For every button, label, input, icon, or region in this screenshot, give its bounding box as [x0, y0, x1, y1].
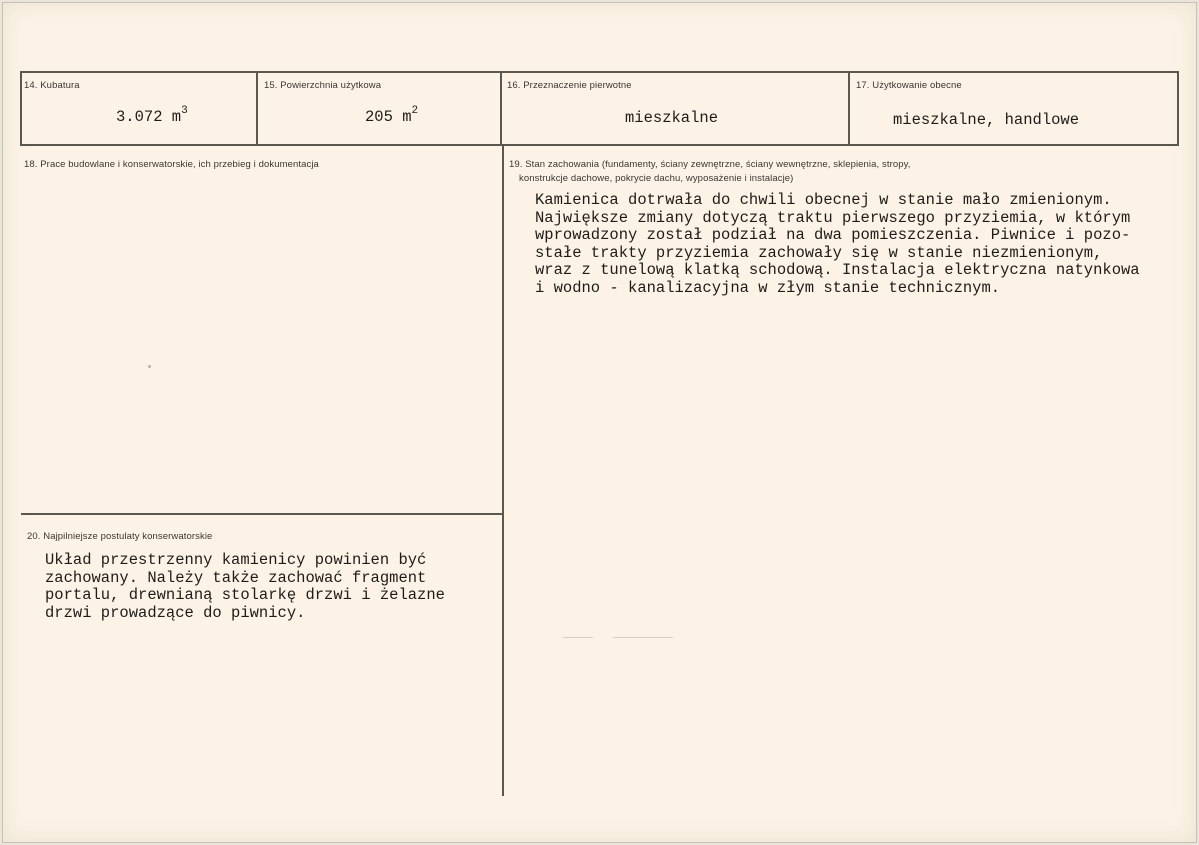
- left-border: [20, 71, 22, 146]
- text-line: i wodno - kanalizacyjna w złym stanie technicznym.: [535, 278, 1001, 297]
- field-18-label: 18. Prace budowlane i konserwatorskie, ich przebieg i dokumentacja: [24, 159, 319, 170]
- field-19-label: [509, 158, 1169, 186]
- field-20-text: [45, 552, 445, 622]
- section20-top-rule: [21, 513, 503, 515]
- text-line: Największe zmiany dotyczą traktu pierwszego przyziemia, w którym: [535, 208, 1131, 227]
- field-16-value: mieszkalne: [625, 109, 719, 127]
- right-border: [1177, 71, 1179, 146]
- paper-speck: [148, 365, 151, 368]
- field-20-label: 20. Najpilniejsze postulaty konserwatorskie: [27, 531, 213, 542]
- field-19-text: [535, 192, 1140, 297]
- square-superscript: 2: [411, 105, 419, 117]
- field-14-label: 14. Kubatura: [24, 80, 80, 91]
- inventory-card: [2, 2, 1197, 843]
- bleed-through-mark: [613, 637, 673, 638]
- field-16-label: 16. Przeznaczenie pierwotne: [507, 80, 632, 91]
- top-rule: [21, 71, 1178, 73]
- divider-14-15: [256, 71, 258, 146]
- text-line: portalu, drewnianą stolarkę drzwi i żelazne: [45, 586, 445, 604]
- main-vertical-divider: [502, 144, 504, 796]
- field-15-value: 205 $m^2$: [365, 105, 419, 127]
- field-19-label-line: konstrukcje dachowe, pokrycie dachu, wyposażenie i instalacje): [519, 173, 794, 184]
- field-17-label: 17. Użytkowanie obecne: [856, 80, 962, 91]
- field-19-label-line: 19. Stan zachowania (fundamenty, ściany zewnętrzne, ściany wewnętrzne, sklepienia, stropy,: [509, 159, 911, 170]
- divider-16-17: [848, 71, 850, 146]
- divider-15-16: [500, 71, 502, 146]
- row1-bottom-rule: [21, 144, 1178, 146]
- cubic-superscript: 3: [181, 105, 188, 117]
- bleed-through-mark: [563, 637, 593, 638]
- text-line: wprowadzony został podział na dwa pomieszczenia. Piwnice i pozo-: [535, 226, 1131, 244]
- field-17-value: mieszkalne, handlowe: [893, 111, 1080, 129]
- text-line: wraz z tunelową klatką schodową. Instalacja elektryczna natynkowa: [535, 261, 1140, 279]
- field-15-label: 15. Powierzchnia użytkowa: [264, 80, 382, 91]
- text-line: zachowany. Należy także zachować fragment: [45, 568, 427, 587]
- text-line: stałe trakty przyziemia zachowały się w stanie niezmienionym,: [535, 243, 1103, 262]
- text-line: Układ przestrzenny kamienicy powinien być: [45, 551, 427, 569]
- field-14-value: 3.072 $m^3$: [116, 105, 188, 127]
- text-line: Kamienica dotrwała do chwili obecnej w stanie mało zmienionym.: [535, 191, 1112, 209]
- text-line: drzwi prowadzące do piwnicy.: [45, 603, 306, 622]
